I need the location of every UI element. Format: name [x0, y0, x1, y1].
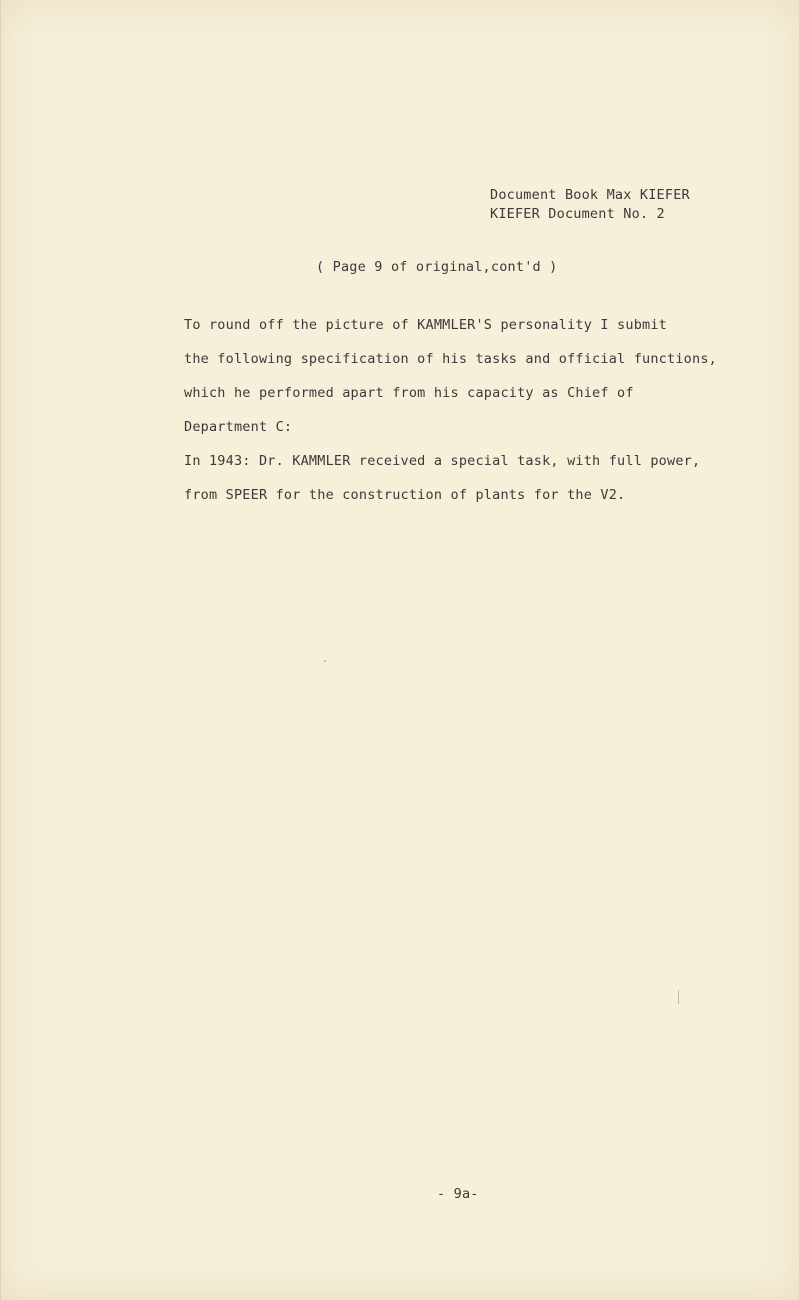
page-reference: ( Page 9 of original,cont'd ) — [316, 259, 558, 275]
body-line: In 1943: Dr. KAMMLER received a special task, with full power, — [184, 453, 701, 469]
body-line: To round off the picture of KAMMLER'S personality I submit — [184, 317, 668, 333]
document-number-header: KIEFER Document No. 2 — [490, 206, 665, 222]
body-line: from SPEER for the construction of plants for the V2. — [184, 487, 626, 503]
paper-speck — [324, 660, 326, 662]
page-number: - 9a- — [437, 1186, 479, 1202]
body-line: which he performed apart from his capacity as Chief of — [184, 385, 634, 401]
paper-mark — [678, 990, 679, 1004]
body-line: the following specification of his tasks and official functions, — [184, 351, 717, 367]
body-line: Department C: — [184, 419, 293, 435]
body-text — [184, 308, 717, 512]
document-book-header: Document Book Max KIEFER — [490, 187, 690, 203]
